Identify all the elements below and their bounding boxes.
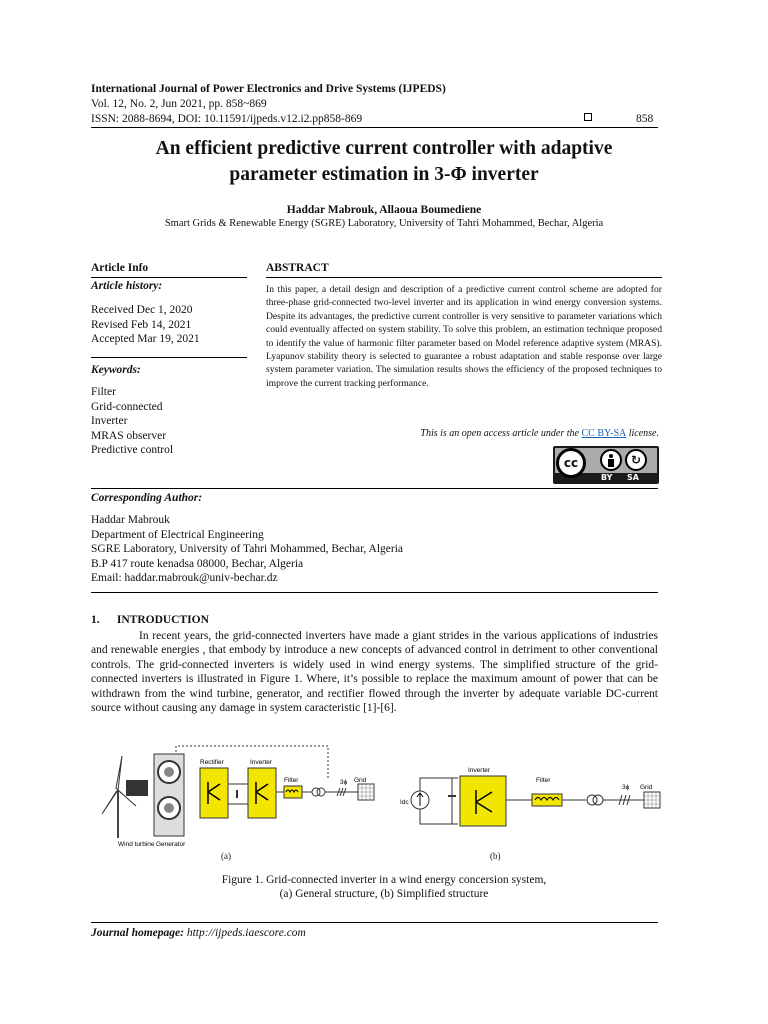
postal-address: B.P 417 route kenadsa 08000, Bechar, Algeria — [91, 557, 304, 570]
divider — [91, 592, 658, 593]
figure-caption-line1: Figure 1. Grid-connected inverter in a wind energy concersion system, — [221, 874, 547, 886]
generator-icon — [154, 754, 184, 836]
header-rule — [91, 127, 658, 128]
affiliation: Smart Grids & Renewable Energy (SGRE) Laboratory, University of Tahri Mohammed, Bechar, Algeria — [164, 218, 604, 229]
subfigure-b-label: (b) — [490, 851, 501, 861]
rectifier-block — [200, 768, 228, 818]
label-idc: Idc — [400, 799, 409, 806]
article-info-heading: Article Info — [91, 262, 149, 274]
page-number: 858 — [636, 113, 654, 125]
abstract-text: In this paper, a detail design and description of a predictive current control scheme are adopted for three-phase grid-connected two-level inverter and its application in wind energy conversion systems. Despite its advantages, the predictive current controller is very sensitive to parameter variations which could eventually affected on system stability. To solve this problem, an estimation technique proposed to identify the value of harmonic filter parameter based on Model reference adaptive system (MRAS). Lyapunov stability theory is selected to guarantee a robust adaptation and stable response over large system parameter variation. The simulation results shows the efficiency of the proposed techniques to improve the current tracking performance. — [266, 284, 662, 389]
person-body — [608, 459, 614, 467]
license-prefix: This is an open access article under the — [420, 428, 582, 439]
by-label: BY — [601, 473, 613, 482]
keywords-heading: Keywords: — [91, 364, 141, 376]
intro-heading: 1. INTRODUCTION — [91, 614, 209, 626]
authors: Haddar Mabrouk, Allaoua Boumediene — [286, 204, 482, 216]
keyword: Predictive control — [91, 444, 174, 456]
label-filter: Filter — [536, 777, 551, 784]
article-history-heading: Article history: — [91, 280, 163, 292]
square-icon — [584, 113, 592, 121]
lab-address: SGRE Laboratory, University of Tahri Mohammed, Bechar, Algeria — [91, 543, 404, 555]
figure-1b-diagram — [398, 762, 668, 848]
journal-name: International Journal of Power Electronics and Drive Systems (IJPEDS) — [91, 83, 446, 95]
label-phase: 3ϕ — [622, 784, 630, 791]
figure-1a-diagram — [96, 742, 386, 852]
revised-date: Revised Feb 14, 2021 — [91, 319, 192, 331]
label-grid: Grid — [354, 777, 367, 784]
keyword-list — [91, 385, 173, 458]
paper-title-line2: parameter estimation in 3-Φ inverter — [229, 164, 539, 185]
journal-homepage — [91, 927, 306, 939]
label-phase: 3ϕ — [340, 779, 348, 786]
by-person-icon — [600, 449, 622, 471]
label-wind-turbine: Wind turbine — [118, 841, 155, 848]
wind-turbine-icon — [102, 756, 148, 838]
footer-rule — [91, 922, 658, 923]
cc-by-sa-badge[interactable] — [553, 446, 659, 484]
corresponding-heading: Corresponding Author: — [91, 492, 203, 504]
divider — [266, 277, 662, 278]
sa-icon: ↻ — [625, 449, 647, 471]
sa-label: SA — [627, 473, 639, 482]
received-date: Received Dec 1, 2020 — [91, 304, 193, 316]
cc-by-sa-link[interactable]: CC BY-SA — [581, 428, 627, 439]
email[interactable]: Email: haddar.mabrouk@univ-bechar.dz — [91, 572, 278, 584]
label-rectifier: Rectifier — [200, 759, 224, 766]
inverter-block — [248, 768, 276, 818]
abstract-heading: ABSTRACT — [266, 262, 329, 274]
label-inverter: Inverter — [468, 767, 491, 774]
divider — [91, 488, 658, 489]
intro-text: In recent years, the grid-connected inverters have made a giant strides in the various applications of industries and renewable energies , that embody by introduce a new concepts of advanced control in detriment to other conventional controls. The grid-connected inverters is widely used in wind energy systems. The simplified structure of the grid-connected inverters is illustrated in Figure 1. Where, it’s possible to replace the maximum amount of power that can be withdrawn from the wind turbine, generator, and rectifier flowed through the inverter by adequate variable DC-current source without causing any damage in system caracteristic [1]-[6]. — [91, 630, 658, 715]
label-generator: Generator — [156, 841, 186, 848]
license-statement — [300, 428, 659, 439]
subfigure-a-label: (a) — [221, 851, 231, 861]
homepage-url[interactable]: http://ijpeds.iaescore.com — [186, 927, 306, 939]
accepted-date: Accepted Mar 19, 2021 — [91, 333, 200, 345]
keyword: Grid-connected — [91, 400, 163, 413]
keyword: Inverter — [91, 415, 128, 427]
filter-block — [284, 786, 302, 798]
license-suffix: license. — [626, 428, 659, 439]
journal-volume: Vol. 12, No. 2, Jun 2021, pp. 858~869 — [91, 98, 267, 110]
label-filter: Filter — [284, 777, 299, 784]
homepage-label: Journal homepage: — [91, 927, 184, 939]
journal-issn: ISSN: 2088-8694, DOI: 10.11591/ijpeds.v12.i2.pp858-869 — [91, 113, 363, 125]
cc-icon: cc — [556, 448, 586, 478]
figure-caption-line2: (a) General structure, (b) Simplified structure — [279, 888, 489, 900]
inverter-block — [460, 776, 506, 826]
person-head — [609, 454, 613, 458]
divider — [91, 277, 247, 278]
label-grid: Grid — [640, 784, 653, 791]
corresponding-details — [91, 513, 403, 586]
department: Department of Electrical Engineering — [91, 528, 264, 541]
divider — [91, 357, 247, 358]
keyword: Filter — [91, 386, 116, 398]
keyword: MRAS observer — [91, 429, 167, 442]
label-inverter: Inverter — [250, 759, 273, 766]
author-name: Haddar Mabrouk — [91, 514, 170, 526]
paper-title-line1: An efficient predictive current controller with adaptive — [155, 138, 613, 159]
